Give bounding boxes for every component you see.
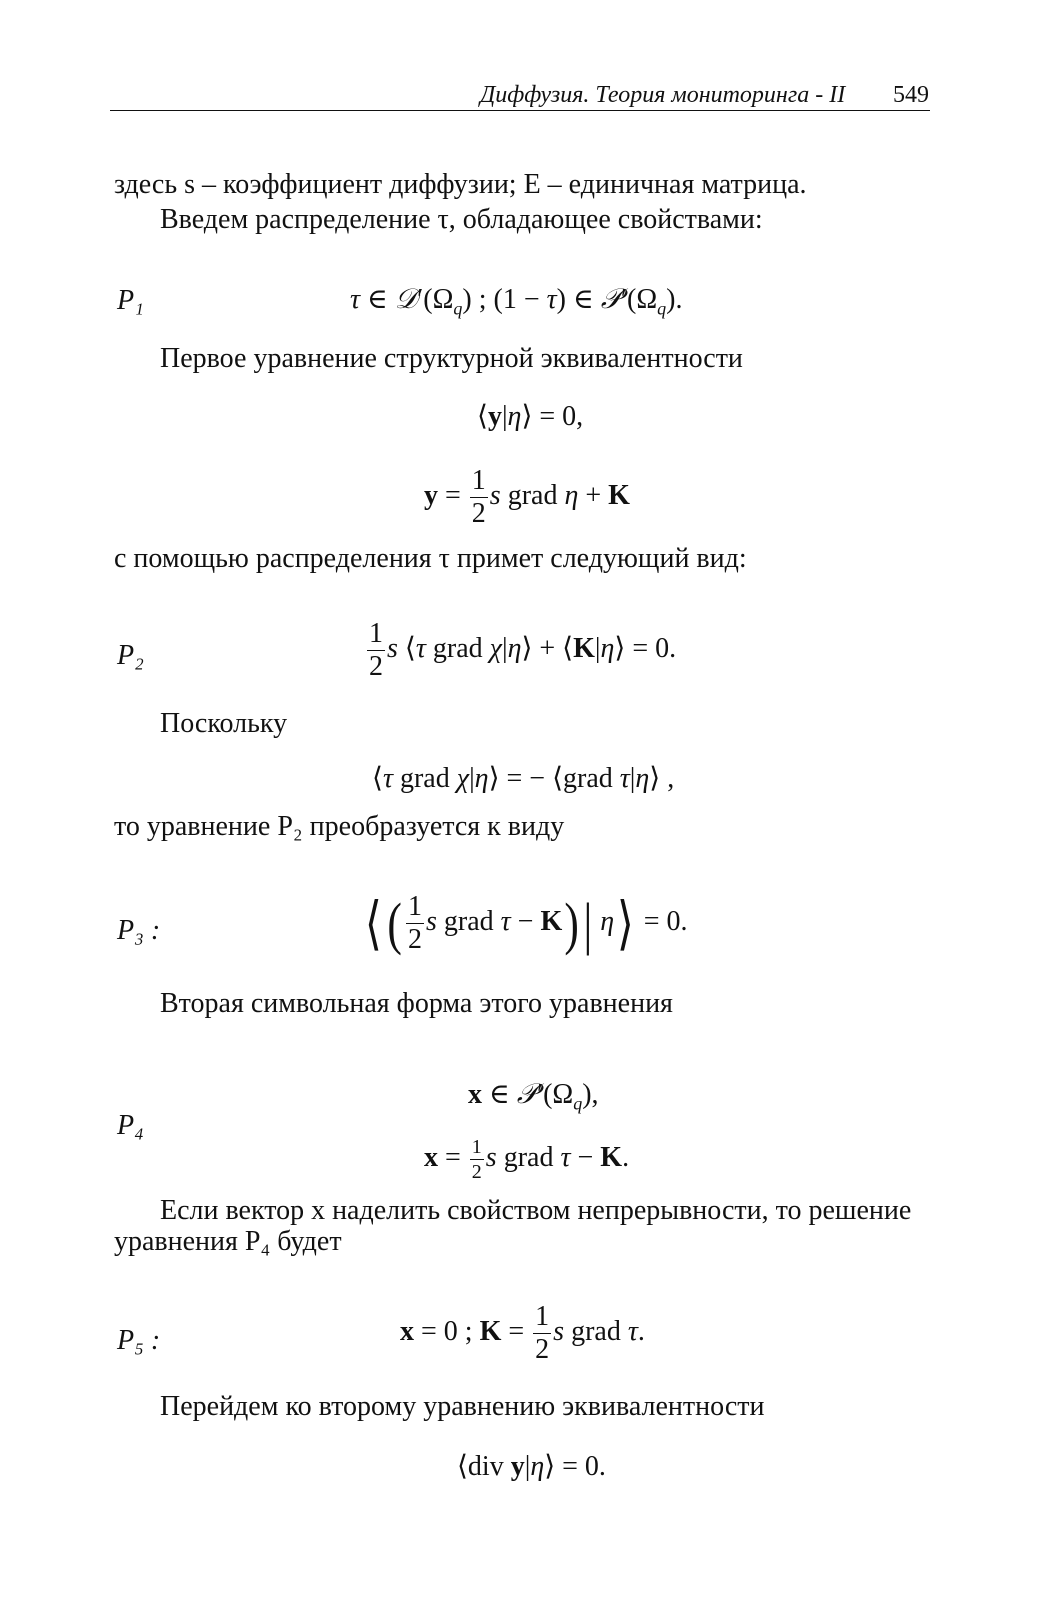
equation-P5: x = 0 ; K = $\frac{1}{2}$ s grad τ. (400, 1301, 645, 1365)
paragraph-9: Перейдем ко второму уравнению эквивалентности (160, 1391, 765, 1422)
label-P4: P₄ (117, 1110, 144, 1141)
paragraph-3: Первое уравнение структурной эквивалентности (160, 343, 743, 374)
paragraph-5: Поскольку (160, 708, 288, 739)
label-P5: P₅ : (117, 1325, 161, 1356)
running-header (480, 82, 845, 109)
equation-P1: τ ∈ $𝒟'(\Omega_q)$ ; (1 − τ) ∈ $𝒫'(\Omega_q)$. (350, 282, 683, 319)
equation-P2: $\frac{1}{2}$ s ⟨τ grad χ|η⟩ + ⟨K|η⟩ = 0. (369, 618, 677, 682)
equation-P3: ⟨( $\frac{1}{2}$ s grad τ − K)| η⟩ = 0. (364, 890, 688, 956)
paragraph-2: Введем распределение τ, обладающее свойствами: (160, 204, 763, 235)
paragraph-7: Вторая символьная форма этого уравнения (160, 988, 673, 1019)
running-title: Диффузия. Теория мониторинга - II (480, 82, 846, 108)
paragraph-1: здесь s – коэффициент диффузии; E – единичная матрица. (114, 169, 807, 200)
equation-y-eta: ⟨y|η⟩ = 0, (477, 401, 584, 432)
equation-since: ⟨τ grad χ|η⟩ = − ⟨grad τ|η⟩ , (372, 763, 675, 794)
label-P2: P₂ (117, 640, 144, 671)
equation-P4a: x ∈ $𝒫'(\Omega_q)$, (468, 1077, 599, 1114)
equation-y-def: y = $\frac{1}{2}$ s grad η + K (424, 465, 630, 529)
label-P1: P₁ (117, 285, 144, 316)
paragraph-6: то уравнение P₂ преобразуется к виду (114, 811, 565, 842)
paragraph-8a: Если вектор x наделить свойством непрерывности, то решение (160, 1195, 912, 1226)
label-P3: P₃ : (117, 915, 161, 946)
paragraph-4: с помощью распределения τ примет следующий вид: (114, 543, 747, 574)
header-rule (110, 110, 930, 111)
paragraph-8b: уравнения P₄ будет (114, 1226, 342, 1257)
equation-P4b: x = $\frac{1}{2}$ s grad τ − K. (424, 1136, 630, 1183)
page-number: 549 (893, 82, 929, 108)
equation-div: ⟨div y|η⟩ = 0. (457, 1451, 606, 1482)
